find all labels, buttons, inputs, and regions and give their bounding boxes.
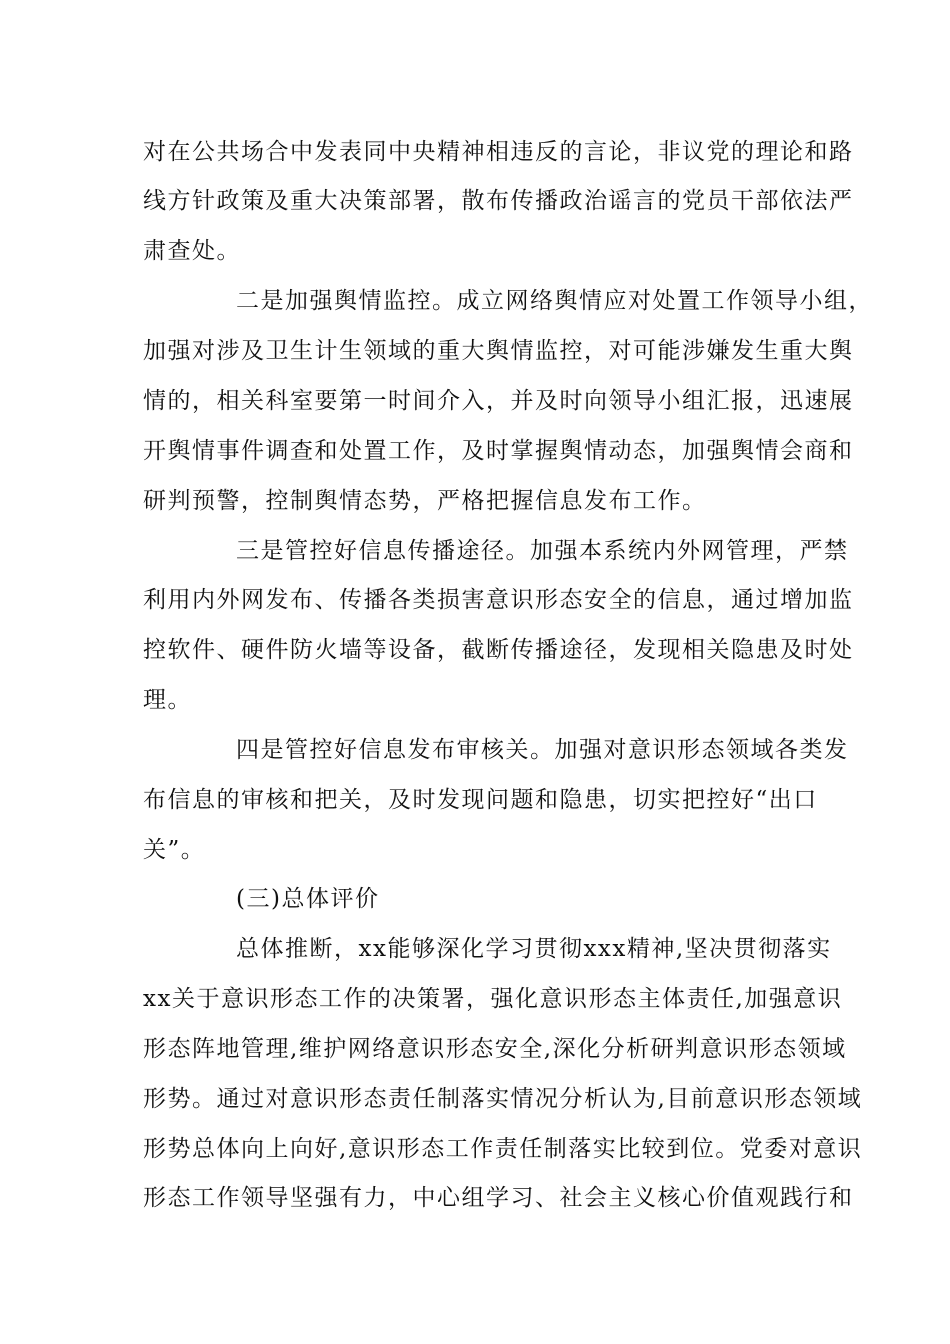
text-line: 情的，相关科室要第一时间介入，并及时向领导小组汇报，迅速展 bbox=[143, 388, 854, 414]
text-line: 研判预警，控制舆情态势，严格把握信息发布工作。 bbox=[143, 488, 707, 514]
text-line: 加强对涉及卫生计生领域的重大舆情监控，对可能涉嫌发生重大舆 bbox=[143, 338, 854, 364]
section-heading: (三)总体评价 bbox=[236, 886, 380, 912]
text-line: 布信息的审核和把关，及时发现问题和隐患，切实把控好“出口 bbox=[143, 787, 818, 813]
text-line: 理。 bbox=[143, 687, 192, 713]
paragraph-first-line: 二是加强舆情监控。成立网络舆情应对处置工作领导小组， bbox=[236, 288, 873, 314]
text-line: 形势总体向上向好,意识形态工作责任制落实比较到位。党委对意识 bbox=[143, 1136, 863, 1162]
text-line: 形态阵地管理,维护网络意识形态安全,深化分析研判意识形态领域 bbox=[143, 1036, 847, 1062]
text-line: 线方针政策及重大决策部署，散布传播政治谣言的党员干部依法严 bbox=[143, 188, 854, 214]
text-line: 肃查处。 bbox=[143, 238, 241, 264]
text-line: 控软件、硬件防火墙等设备，截断传播途径，发现相关隐患及时处 bbox=[143, 637, 854, 663]
paragraph-first-line: 总体推断，xx能够深化学习贯彻xxx精神,坚决贯彻落实 bbox=[236, 936, 832, 962]
text-line: 对在公共场合中发表同中央精神相违反的言论，非议党的理论和路 bbox=[143, 139, 854, 165]
text-line: 形势。通过对意识形态责任制落实情况分析认为,目前意识形态领域 bbox=[143, 1086, 863, 1112]
text-line: 形态工作领导坚强有力，中心组学习、社会主义核心价值观践行和 bbox=[143, 1185, 854, 1211]
paragraph-first-line: 四是管控好信息发布审核关。加强对意识形态领域各类发 bbox=[236, 737, 849, 763]
paragraph-first-line: 三是管控好信息传播途径。加强本系统内外网管理，严禁 bbox=[236, 538, 849, 564]
text-line: 利用内外网发布、传播各类损害意识形态安全的信息，通过增加监 bbox=[143, 587, 854, 613]
text-line: 关”。 bbox=[143, 837, 206, 863]
text-line: 开舆情事件调查和处置工作，及时掌握舆情动态，加强舆情会商和 bbox=[143, 438, 854, 464]
text-line: xx关于意识形态工作的决策署，强化意识形态主体责任,加强意识 bbox=[143, 986, 843, 1012]
